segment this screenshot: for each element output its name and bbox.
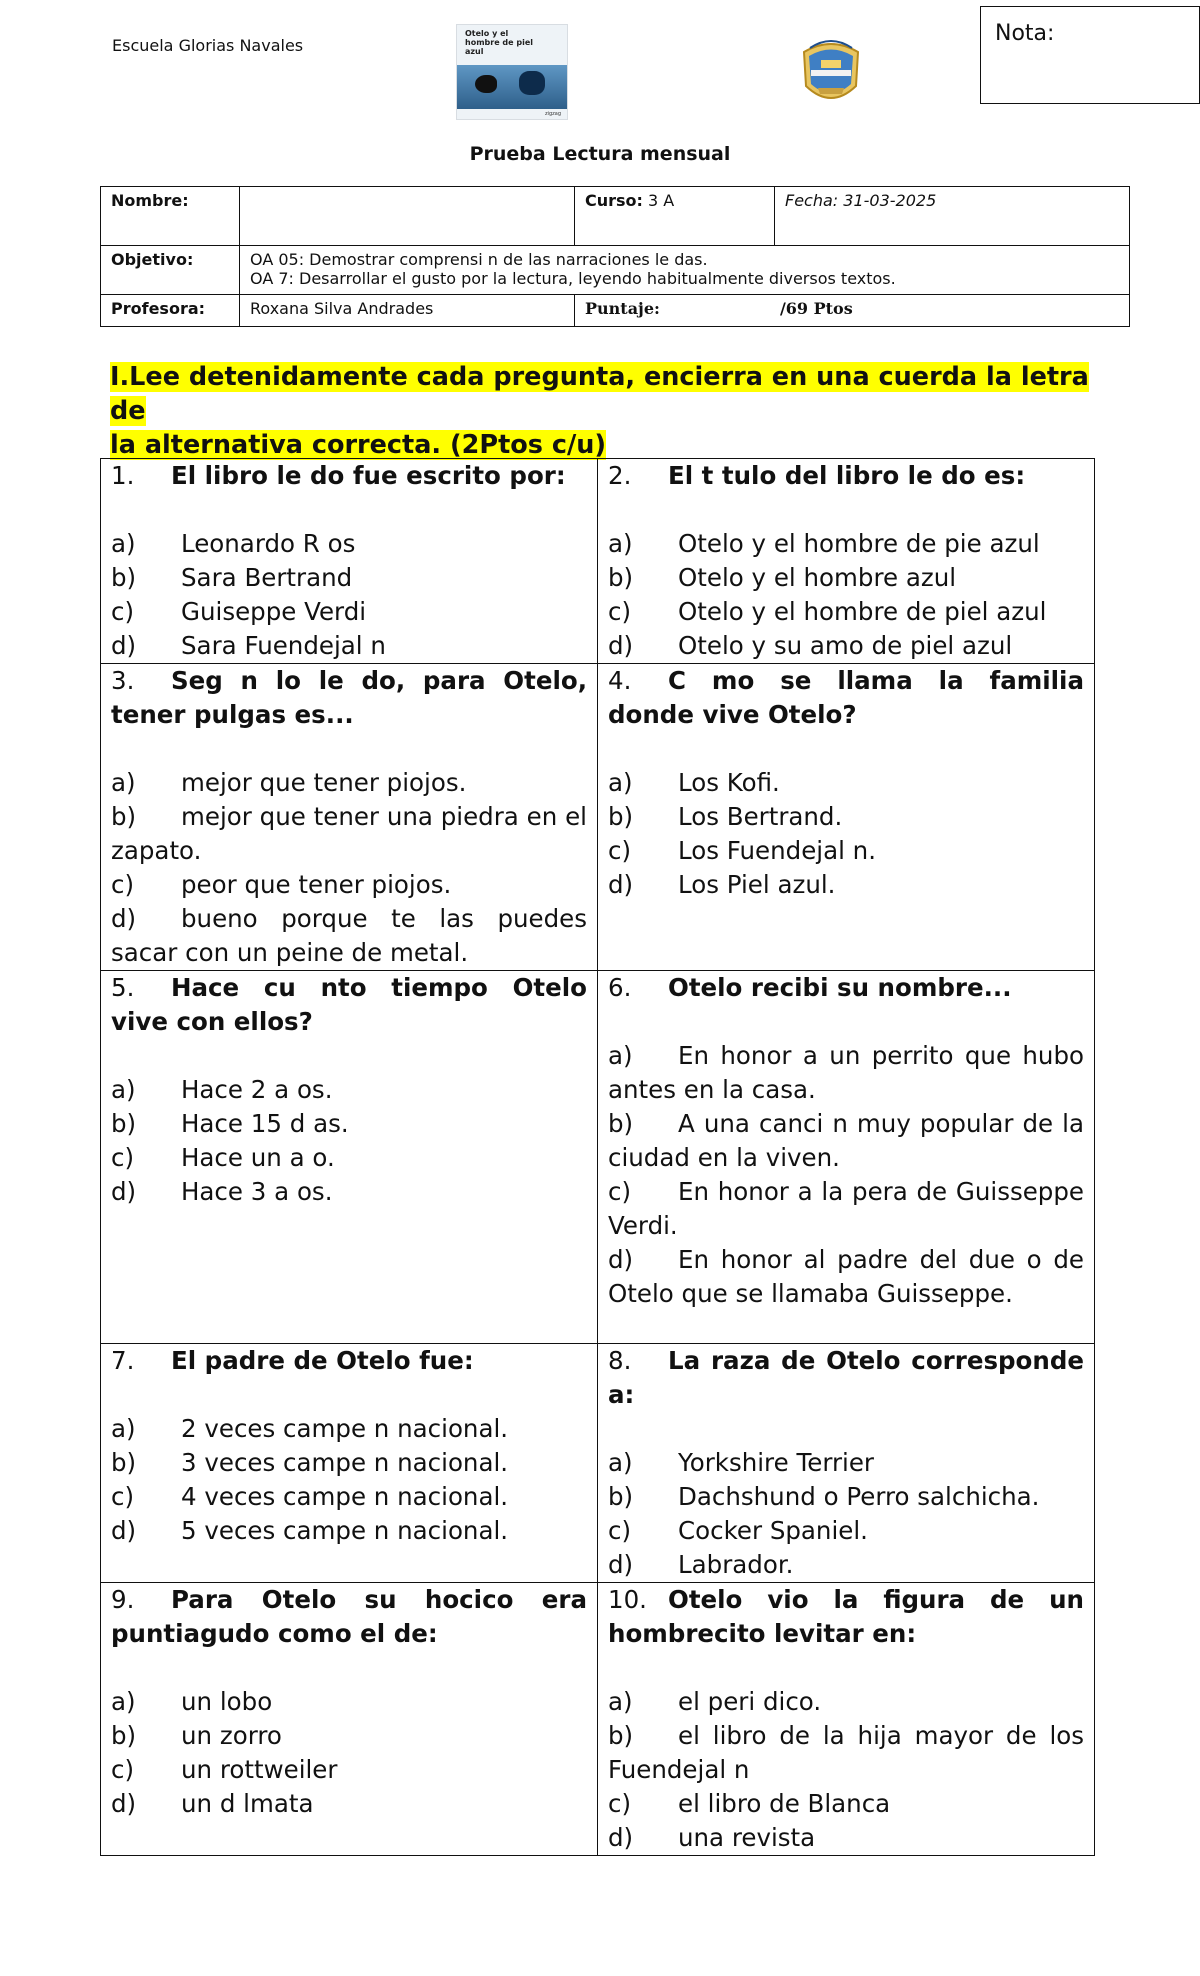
option-text: el peri dico.: [678, 1687, 822, 1716]
question-cell: [598, 459, 1095, 664]
answer-option[interactable]: [608, 1480, 1084, 1514]
question-text: Hace cu nto tiempo Otelo vive con ellos?: [111, 973, 587, 1036]
answer-option[interactable]: [111, 527, 587, 561]
option-letter: a): [111, 1414, 136, 1443]
option-letter: a): [608, 529, 633, 558]
objective-label: Objetivo:: [101, 246, 240, 295]
option-letter: d): [111, 631, 137, 660]
answer-option[interactable]: [608, 1821, 1084, 1855]
answer-option[interactable]: [111, 1141, 587, 1175]
option-text: Los Fuendejal n.: [678, 836, 876, 865]
name-field[interactable]: [240, 187, 575, 246]
answer-option[interactable]: [111, 1175, 587, 1209]
question-number: 6.: [608, 973, 632, 1002]
question-cell: [101, 1344, 598, 1583]
question-heading: [111, 459, 587, 493]
question-number: 5.: [111, 973, 135, 1002]
option-letter: c): [111, 597, 135, 626]
name-label: Nombre:: [101, 187, 240, 246]
school-crest-icon: [796, 34, 866, 112]
option-letter: d): [608, 1823, 634, 1852]
question-cell: [101, 459, 598, 664]
answer-option[interactable]: [111, 1107, 587, 1141]
answer-option[interactable]: [608, 1719, 1084, 1787]
option-text: Cocker Spaniel.: [678, 1516, 868, 1545]
question-heading: [608, 664, 1084, 732]
question-cell: [598, 1344, 1095, 1583]
course-label: Curso:: [585, 191, 643, 210]
option-letter: b): [111, 1448, 137, 1477]
option-letter: b): [111, 563, 137, 592]
score-cell[interactable]: [575, 295, 1130, 327]
question-number: 9.: [111, 1585, 135, 1614]
answer-option[interactable]: [111, 902, 587, 970]
answer-option[interactable]: [608, 629, 1084, 663]
question-heading: [111, 664, 587, 732]
answer-option[interactable]: [608, 561, 1084, 595]
answer-option[interactable]: [111, 1753, 587, 1787]
option-text: Otelo y el hombre de piel azul: [678, 597, 1047, 626]
answer-option[interactable]: [111, 629, 587, 663]
option-text: Leonardo R os: [181, 529, 356, 558]
answer-option[interactable]: [608, 766, 1084, 800]
book-cover-title: Otelo y el hombre de piel azul: [465, 29, 533, 56]
option-letter: d): [111, 1177, 137, 1206]
grade-box[interactable]: [980, 6, 1200, 104]
answer-option[interactable]: [111, 1685, 587, 1719]
answer-option[interactable]: [608, 1514, 1084, 1548]
answer-option[interactable]: [608, 1175, 1084, 1243]
question-cell: [101, 1583, 598, 1856]
question-number: 4.: [608, 666, 632, 695]
option-letter: b): [111, 1721, 137, 1750]
option-text: A una canci n muy popular de la ciudad en la viven.: [608, 1109, 1084, 1172]
answer-option[interactable]: [111, 1787, 587, 1821]
answer-option[interactable]: [111, 1446, 587, 1480]
answer-option[interactable]: [111, 800, 587, 868]
option-letter: b): [608, 1109, 634, 1138]
option-text: un rottweiler: [181, 1755, 338, 1784]
answer-option[interactable]: [608, 527, 1084, 561]
answer-option[interactable]: [111, 868, 587, 902]
answer-option[interactable]: [608, 868, 1084, 902]
option-text: Los Kofi.: [678, 768, 780, 797]
question-heading: [111, 971, 587, 1039]
option-letter: d): [608, 1550, 634, 1579]
page-title: Prueba Lectura mensual: [469, 143, 731, 165]
option-text: Los Piel azul.: [678, 870, 836, 899]
option-text: En honor al padre del due o de Otelo que se llamaba Guisseppe.: [608, 1245, 1084, 1308]
option-letter: c): [111, 1143, 135, 1172]
option-letter: a): [608, 1448, 633, 1477]
score-label: Puntaje:: [585, 299, 660, 318]
school-name: Escuela Glorias Navales: [112, 36, 304, 55]
answer-option[interactable]: [608, 1107, 1084, 1175]
option-text: un d lmata: [181, 1789, 314, 1818]
question-number: 1.: [111, 461, 135, 490]
date-cell: Fecha: 31-03-2025: [775, 187, 1130, 246]
option-letter: a): [111, 768, 136, 797]
option-text: Hace un a o.: [181, 1143, 335, 1172]
blue-man-silhouette-icon: [519, 71, 545, 95]
question-heading: [608, 1583, 1084, 1651]
option-text: 4 veces campe n nacional.: [181, 1482, 509, 1511]
question-text: Seg n lo le do, para Otelo, tener pulgas es...: [111, 666, 587, 729]
question-text: El t tulo del libro le do es:: [668, 461, 1026, 490]
option-text: Hace 15 d as.: [181, 1109, 349, 1138]
answer-option[interactable]: [608, 1243, 1084, 1311]
question-cell: [598, 971, 1095, 1344]
option-letter: c): [111, 1755, 135, 1784]
question-text: El libro le do fue escrito por:: [171, 461, 566, 490]
question-cell: [101, 664, 598, 971]
teacher-label: Profesora:: [101, 295, 240, 327]
option-letter: b): [608, 802, 634, 831]
question-heading: [111, 1583, 587, 1651]
answer-option[interactable]: [608, 1787, 1084, 1821]
course-value: 3 A: [648, 191, 675, 210]
option-text: Guiseppe Verdi: [181, 597, 367, 626]
option-text: En honor a un perrito que hubo antes en la casa.: [608, 1041, 1084, 1104]
option-text: Yorkshire Terrier: [678, 1448, 874, 1477]
question-cell: [598, 1583, 1095, 1856]
answer-option[interactable]: [111, 1719, 587, 1753]
question-heading: [608, 971, 1084, 1005]
answer-option[interactable]: [608, 1685, 1084, 1719]
option-text: Sara Bertrand: [181, 563, 353, 592]
option-letter: c): [111, 1482, 135, 1511]
option-text: un lobo: [181, 1687, 273, 1716]
option-text: En honor a la pera de Guisseppe Verdi.: [608, 1177, 1084, 1240]
option-text: Otelo y el hombre azul: [678, 563, 957, 592]
option-letter: b): [111, 1109, 137, 1138]
option-text: Dachshund o Perro salchicha.: [678, 1482, 1040, 1511]
option-letter: d): [608, 870, 634, 899]
option-text: Los Bertrand.: [678, 802, 843, 831]
book-cover-art: [457, 65, 568, 109]
question-cell: [598, 664, 1095, 971]
option-text: Otelo y el hombre de pie azul: [678, 529, 1040, 558]
question-text: Otelo recibi su nombre...: [668, 973, 1012, 1002]
questions-table: [100, 458, 1095, 1856]
option-text: Labrador.: [678, 1550, 794, 1579]
question-text: La raza de Otelo corresponde a:: [608, 1346, 1084, 1409]
option-text: una revista: [678, 1823, 816, 1852]
question-heading: [608, 459, 1084, 493]
option-letter: a): [111, 529, 136, 558]
option-letter: b): [111, 802, 137, 831]
option-letter: c): [608, 597, 632, 626]
instructions-line-2: la alternativa correcta. (2Ptos c/u): [110, 430, 607, 460]
option-text: 3 veces campe n nacional.: [181, 1448, 509, 1477]
question-text: El padre de Otelo fue:: [171, 1346, 474, 1375]
option-text: bueno porque te las puedes sacar con un peine de metal.: [111, 904, 587, 967]
question-number: 2.: [608, 461, 632, 490]
option-letter: b): [608, 1482, 634, 1511]
question-number: 10.: [608, 1585, 647, 1614]
book-cover-brand: zigzag: [544, 111, 561, 117]
objective-cell: [240, 246, 1130, 295]
question-heading: [608, 1344, 1084, 1412]
student-info-table: [100, 186, 1130, 327]
question-text: Otelo vio la figura de un hombrecito levitar en:: [608, 1585, 1084, 1648]
option-text: Sara Fuendejal n: [181, 631, 386, 660]
question-number: 7.: [111, 1346, 135, 1375]
score-total: /69 Ptos: [779, 299, 853, 318]
objective-1: OA 05: Demostrar comprensi n de las narraciones le das.: [250, 250, 708, 269]
option-text: 5 veces campe n nacional.: [181, 1516, 509, 1545]
answer-option[interactable]: [608, 834, 1084, 868]
option-letter: a): [111, 1075, 136, 1104]
course-cell: [575, 187, 775, 246]
option-letter: c): [111, 870, 135, 899]
option-letter: c): [608, 1789, 632, 1818]
question-cell: [101, 971, 598, 1344]
option-letter: b): [608, 1721, 634, 1750]
answer-option[interactable]: [608, 800, 1084, 834]
book-cover-image: [456, 24, 568, 120]
option-text: Hace 2 a os.: [181, 1075, 333, 1104]
answer-option[interactable]: [111, 595, 587, 629]
option-text: Hace 3 a os.: [181, 1177, 333, 1206]
option-text: peor que tener piojos.: [181, 870, 452, 899]
option-letter: d): [111, 904, 137, 933]
objective-2: OA 7: Desarrollar el gusto por la lectura, leyendo habitualmente diversos textos.: [250, 269, 896, 288]
question-number: 8.: [608, 1346, 632, 1375]
option-letter: a): [608, 768, 633, 797]
answer-option[interactable]: [111, 1480, 587, 1514]
option-letter: a): [111, 1687, 136, 1716]
option-letter: d): [111, 1516, 137, 1545]
option-letter: a): [608, 1687, 633, 1716]
answer-option[interactable]: [111, 561, 587, 595]
option-text: Otelo y su amo de piel azul: [678, 631, 1013, 660]
option-text: mejor que tener piojos.: [181, 768, 467, 797]
option-letter: d): [608, 1245, 634, 1274]
option-text: el libro de la hija mayor de los Fuendejal n: [608, 1721, 1084, 1784]
dog-silhouette-icon: [475, 75, 497, 93]
option-text: el libro de Blanca: [678, 1789, 891, 1818]
option-text: un zorro: [181, 1721, 282, 1750]
option-text: mejor que tener una piedra en el zapato.: [111, 802, 587, 865]
option-letter: a): [608, 1041, 633, 1070]
question-text: Para Otelo su hocico era puntiagudo como el de:: [111, 1585, 587, 1648]
question-number: 3.: [111, 666, 135, 695]
question-text: C mo se llama la familia donde vive Otelo?: [608, 666, 1084, 729]
option-letter: c): [608, 1516, 632, 1545]
option-letter: d): [608, 631, 634, 660]
answer-option[interactable]: [111, 1412, 587, 1446]
answer-option[interactable]: [608, 1548, 1084, 1582]
answer-option[interactable]: [608, 1446, 1084, 1480]
option-letter: c): [608, 1177, 632, 1206]
answer-option[interactable]: [608, 595, 1084, 629]
grade-label: Nota:: [995, 21, 1055, 46]
answer-option[interactable]: [111, 1514, 587, 1548]
teacher-value: Roxana Silva Andrades: [240, 295, 575, 327]
answer-option[interactable]: [111, 766, 587, 800]
answer-option[interactable]: [111, 1073, 587, 1107]
answer-option[interactable]: [608, 1039, 1084, 1107]
instructions-line-1: I.Lee detenidamente cada pregunta, encierra en una cuerda la letra de: [110, 362, 1089, 426]
instructions: [110, 360, 1120, 462]
option-letter: d): [111, 1789, 137, 1818]
option-letter: c): [608, 836, 632, 865]
option-text: 2 veces campe n nacional.: [181, 1414, 509, 1443]
question-heading: [111, 1344, 587, 1378]
option-letter: b): [608, 563, 634, 592]
